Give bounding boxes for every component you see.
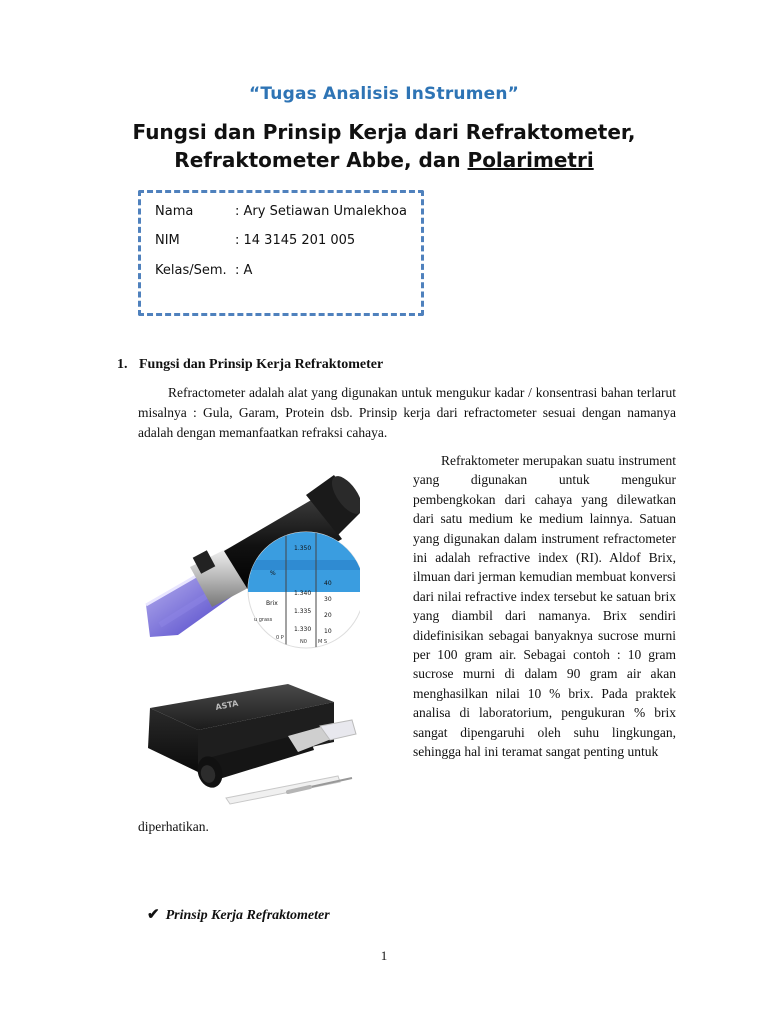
scale-ri-4: 1.330 [294,626,312,633]
subsection-heading [147,905,330,924]
section-title: Fungsi dan Prinsip Kerja Refraktometer [139,357,384,372]
subsection-title: Prinsip Kerja Refraktometer [165,908,330,923]
identity-row-kelas [155,263,252,278]
document-subtitle: “Tugas Analisis InStrumen” [248,84,520,104]
refractometer-case-image [138,680,360,808]
scale-foot-1: u grass [254,617,273,623]
identity-row-nama [155,204,407,219]
identity-box [138,190,424,316]
scale-num-3: 20 [324,612,332,619]
scale-num-4: 10 [324,628,332,635]
page-number: 1 [380,948,388,963]
identity-value: : Ary Setiawan Umalekhoa [235,204,407,219]
title-line-1: Fungsi dan Prinsip Kerja dari Refraktometer, [132,120,636,144]
scale-foot-2: 0 P [276,635,284,641]
scale-foot-4: M S [318,639,328,645]
identity-label: NIM [155,233,180,248]
identity-value: : 14 3145 201 005 [235,233,356,248]
scale-ri-2: 1.340 [294,590,312,597]
scale-ri-1: 1.350 [294,545,312,552]
checkmark-icon: ✔ [147,907,160,923]
title-polarimetri: Polarimetri [467,148,594,172]
title-line-2 [0,146,768,174]
refractometer-case-illustration [138,680,360,808]
scale-view [248,532,360,648]
title-line-2-prefix: Refraktometer Abbe, dan [174,148,468,172]
scale-num-2: 30 [324,596,332,603]
scale-num-1: 40 [324,580,332,587]
scale-foot-3: N0 [300,639,307,645]
section-heading [117,357,383,373]
case-brand-logo: ASTA [214,698,239,712]
identity-value: : A [235,263,253,278]
scale-label-percent: % [270,570,276,577]
paragraph-tail: diperhatikan. [138,819,209,834]
pipette [226,776,340,804]
refractometer-image [138,455,360,655]
identity-label: Nama [155,204,194,219]
document-title [0,118,768,174]
identity-label: Kelas/Sem. [155,263,227,278]
intro-paragraph: Refractometer adalah alat yang digunakan untuk mengukur kadar / konsentrasi bahan terlarut misalnya : Gula, Garam, Protein dsb. Prinsip kerja dari refractometer sesuai dengan namanya adalah dengan memanfaatkan refraksi cahaya. [138,385,676,440]
identity-row-nim [155,233,355,248]
section-number: 1. [117,357,128,372]
refractometer-illustration [138,455,360,655]
refraktometer-paragraph: Refraktometer merupakan suatu instrument yang digunakan untuk mengukur pembengkokan dari cahaya yang dilewatkan dari satu medium ke medium lainnya. Satuan yang digunakan dalam instrument refractometer ini adalah refractive index (RI). Aldof Brix, ilmuan dari jerman kemudian membuat konversi dari nilai refractive index tersebut ke satuan brix yang diambil dari namanya. Brix sendiri didefinisikan sebagai banyaknya sucrose murni per 100 gram air. Sebagai contoh : 10 gram sucrose murni di dalam 90 gram air akan menghasilkan nilai 10 % brix. Pada praktek analisa di laboratorium, pengukuran % brix sangat dipengaruhi oleh suhu lingkungan, sehingga hal ini teramat sangat penting untuk [413,453,676,760]
scale-ri-3: 1.335 [294,608,312,615]
scale-label-brix: Brix [266,600,278,607]
